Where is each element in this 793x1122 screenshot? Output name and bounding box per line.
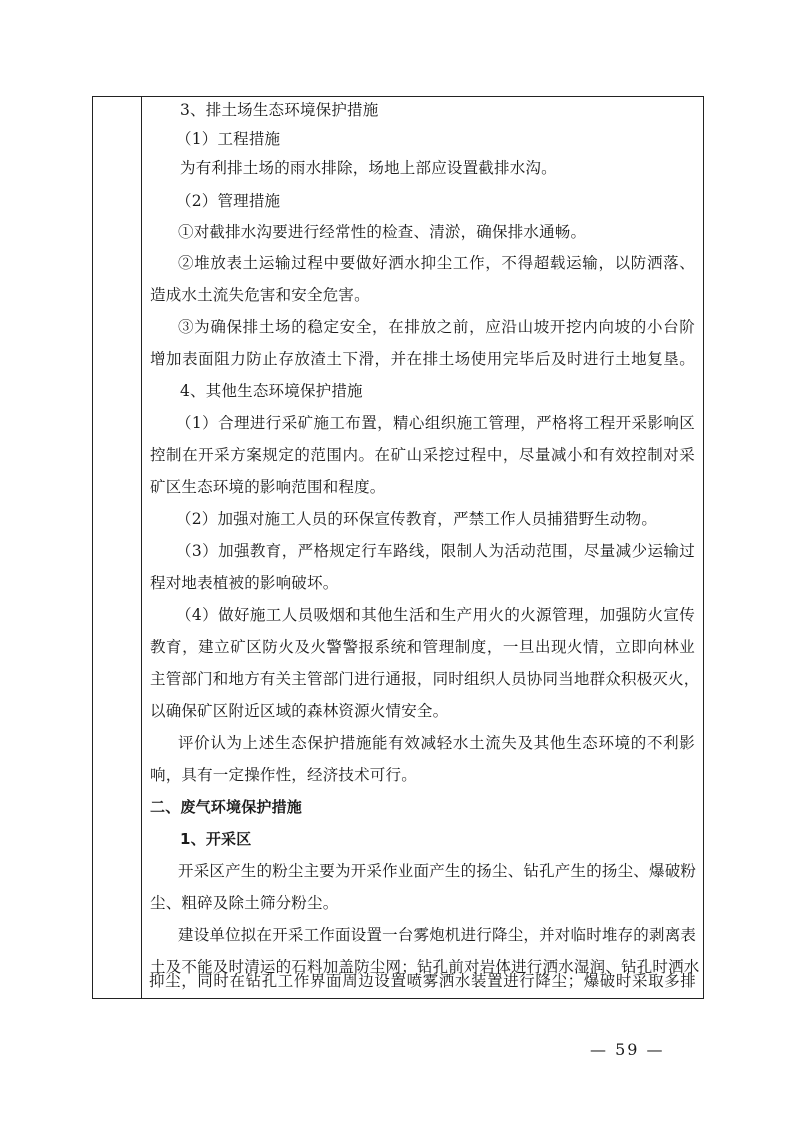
paragraph-line: 开采区产生的粉尘主要为开采作业面产生的扬尘、钻孔产生的扬尘、爆破粉 — [178, 862, 697, 880]
paragraph-line: 抑尘，同时在钻孔工作界面周边设置喷雾洒水装置进行降尘；爆破时采取多排 — [149, 972, 696, 990]
paragraph-line: 建设单位拟在开采工作面设置一台雾炮机进行降尘，并对临时堆存的剥离表 — [178, 926, 697, 944]
section-heading: 4、其他生态环境保护措施 — [180, 382, 363, 400]
paragraph-line: 为有利排土场的雨水排除，场地上部应设置截排水沟。 — [180, 159, 557, 177]
paragraph-line: （2）加强对施工人员的环保宣传教育，严禁工作人员捕猎野生动物。 — [176, 510, 658, 528]
document-table — [92, 96, 704, 999]
paragraph-line: 以确保矿区附近区域的森林资源火情安全。 — [150, 702, 449, 720]
paragraph-line: 主管部门和地方有关主管部门进行通报，同时组织人员协同当地群众积极灭火， — [150, 670, 700, 688]
paragraph-line: （4）做好施工人员吸烟和其他生活和生产用火的火源管理，加强防火宣传 — [176, 606, 695, 624]
paragraph-line: 评价认为上述生态保护措施能有效减轻水土流失及其他生态环境的不利影 — [178, 734, 695, 752]
paragraph-line: 造成水土流失危害和安全危害。 — [150, 286, 370, 304]
paragraph-line: ①对截排水沟要进行经常性的检查、清淤，确保排水通畅。 — [178, 223, 587, 241]
paragraph-line: ②堆放表土运输过程中要做好洒水抑尘工作，不得超载运输，以防洒落、 — [178, 254, 695, 272]
subsection-heading: （1）工程措施 — [176, 130, 281, 148]
paragraph-line: 程对地表植被的影响破坏。 — [150, 574, 339, 592]
paragraph-line: 土及不能及时清运的石料加盖防尘网；钻孔前对岩体进行洒水湿润、钻孔时洒水 — [150, 958, 700, 976]
paragraph-line: 响，具有一定操作性，经济技术可行。 — [150, 766, 417, 784]
paragraph-line: 教育，建立矿区防火及火警警报系统和管理制度，一旦出现火情，立即向林业 — [150, 638, 695, 656]
chapter-heading: 二、废气环境保护措施 — [150, 798, 303, 816]
paragraph-line: （3）加强教育，严格规定行车路线，限制人为活动范围，尽量减少运输过 — [176, 542, 695, 560]
section-heading: 1、开采区 — [180, 830, 252, 848]
paragraph-line: 控制在开采方案规定的范围内。在矿山采挖过程中，尽量减小和有效控制对采 — [150, 446, 695, 464]
page-number: — 59 — — [590, 1040, 665, 1059]
section-heading: 3、排土场生态环境保护措施 — [180, 101, 379, 119]
paragraph-line: 尘、粗碎及除土筛分粉尘。 — [150, 894, 339, 912]
paragraph-line: 增加表面阻力防止存放渣土下滑，并在排土场使用完毕后及时进行土地复垦。 — [150, 350, 695, 368]
paragraph-line: ③为确保排土场的稳定安全，在排放之前，应沿山坡开挖内向坡的小台阶 — [178, 318, 695, 336]
paragraph-line: （1）合理进行采矿施工布置，精心组织施工管理，严格将工程开采影响区 — [176, 414, 695, 432]
subsection-heading: （2）管理措施 — [176, 192, 281, 210]
table-content-cell — [142, 97, 703, 998]
paragraph-line: 矿区生态环境的影响范围和程度。 — [150, 478, 386, 496]
